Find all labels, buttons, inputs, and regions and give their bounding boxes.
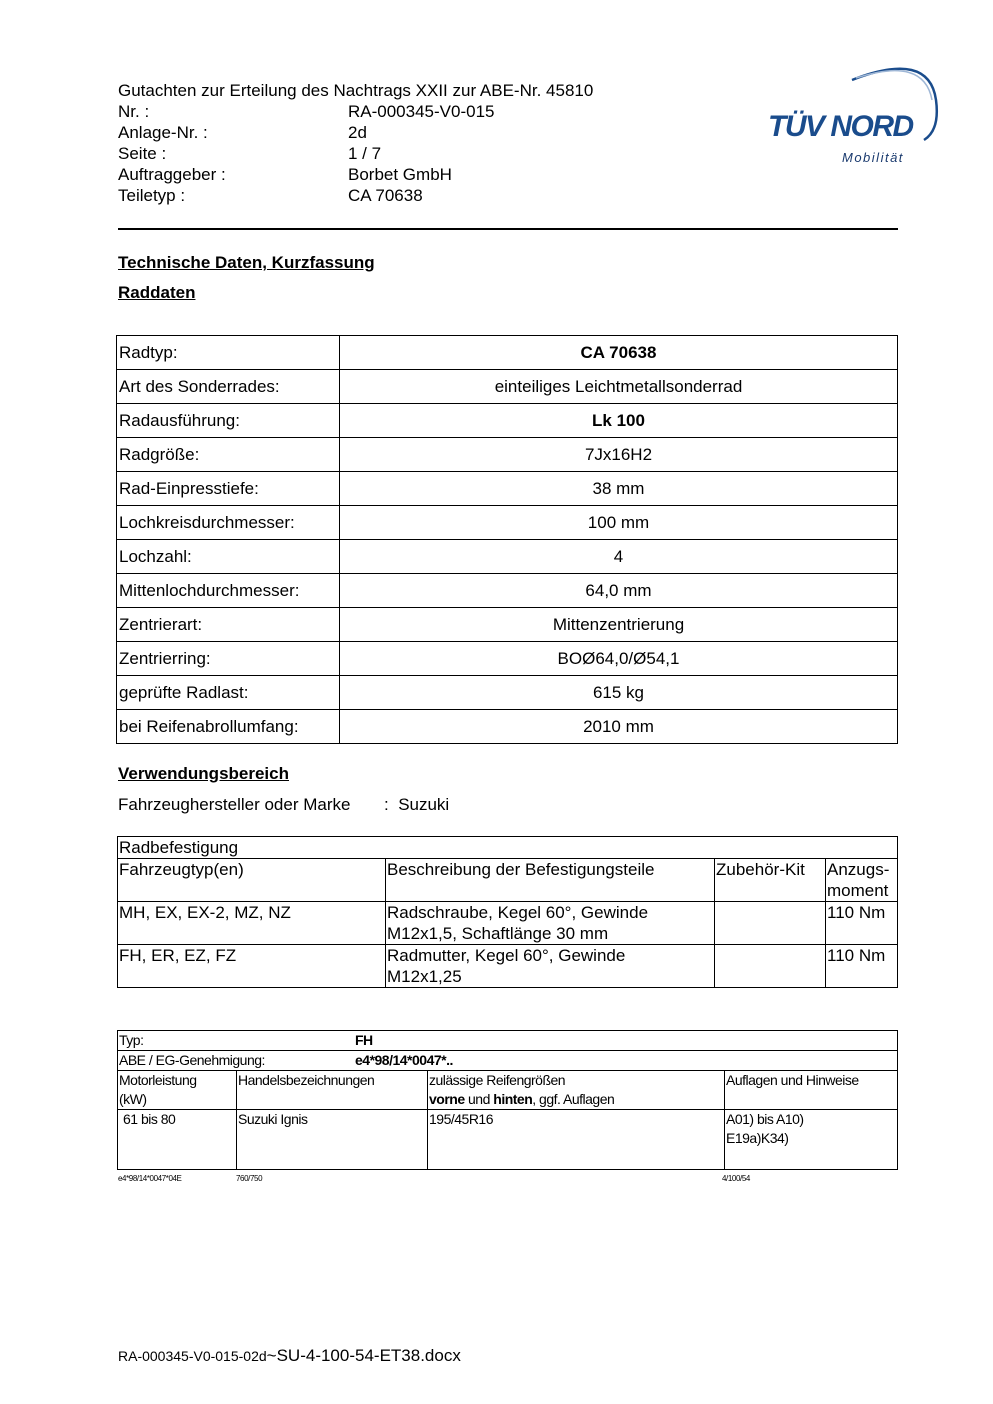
mounting-row — [118, 902, 898, 945]
wheel-data-value: 2010 mm — [340, 710, 898, 744]
wheel-data-value: 38 mm — [340, 472, 898, 506]
header-key: Teiletyp : — [118, 186, 186, 205]
mounting-torque: 110 Nm — [826, 945, 898, 988]
header-row — [118, 164, 494, 185]
file-footer — [118, 1346, 461, 1366]
footer-part2: ~SU-4-100-54-ET38.docx — [266, 1346, 461, 1365]
wheel-data-row — [117, 438, 898, 472]
wheel-data-value: 7Jx16H2 — [340, 438, 898, 472]
wheel-data-row — [117, 642, 898, 676]
logo-subtitle: Mobilität — [842, 150, 904, 165]
wheel-data-value: 4 — [340, 540, 898, 574]
wheel-data-value: 100 mm — [340, 506, 898, 540]
mounting-kit — [715, 945, 826, 988]
logo-wordmark: TÜV NORD — [768, 110, 913, 143]
mounting-title: Radbefestigung — [118, 837, 898, 859]
wheel-data-row — [117, 506, 898, 540]
header-row — [118, 143, 494, 164]
mounting-row — [118, 945, 898, 988]
wheel-data-key: Mittenlochdurchmesser: — [117, 574, 340, 608]
tuv-nord-logo — [764, 60, 944, 170]
header-key: Nr. : — [118, 102, 150, 121]
tyres-value: 195/45R16 — [428, 1110, 725, 1170]
section-title: Technische Daten, Kurzfassung — [118, 253, 375, 272]
power-header-line: (kW) — [119, 1091, 147, 1107]
wheel-data-key: bei Reifenabrollumfang: — [117, 710, 340, 744]
header-row — [118, 185, 494, 206]
footer-part1: RA-000345-V0-015-02d — [118, 1348, 267, 1364]
tyres-front: vorne — [429, 1091, 465, 1107]
tyres-header-line: zulässige Reifengrößen — [429, 1072, 566, 1088]
mounting-desc-line: Radmutter, Kegel 60°, Gewinde — [387, 946, 626, 965]
header-key: Anlage-Nr. : — [118, 123, 208, 142]
wheel-data-row — [117, 710, 898, 744]
mounting-header: Fahrzeugtyp(en) — [118, 859, 386, 902]
wheel-data-row — [117, 540, 898, 574]
wheel-data-key: Rad-Einpresstiefe: — [117, 472, 340, 506]
manufacturer-value: Suzuki — [398, 795, 450, 814]
wheel-data-value: BOØ64,0/Ø54,1 — [340, 642, 898, 676]
wheel-data-value: 64,0 mm — [340, 574, 898, 608]
wheel-data-row — [117, 676, 898, 710]
mounting-desc — [386, 902, 715, 945]
manufacturer-label: Fahrzeughersteller oder Marke — [118, 795, 351, 814]
typ-label: Typ: — [119, 1032, 144, 1048]
torque-header-line: Anzugs- — [827, 860, 890, 879]
wheel-data-row — [117, 574, 898, 608]
typ-row — [118, 1031, 898, 1051]
header-value: 1 / 7 — [348, 144, 382, 163]
mounting-header: Beschreibung der Befestigungsteile — [386, 859, 715, 902]
header-value: 2d — [348, 123, 367, 142]
header-value: CA 70638 — [348, 186, 423, 205]
wheel-data-value: einteiliges Leichtmetallsonderrad — [340, 370, 898, 404]
wheel-data-row — [117, 608, 898, 642]
manufacturer-line — [118, 795, 449, 815]
abe-label: ABE / EG-Genehmigung: — [119, 1052, 265, 1068]
wheel-data-value: Mittenzentrierung — [340, 608, 898, 642]
wheel-data-key: Zentrierring: — [117, 642, 340, 676]
wheel-data-table — [116, 335, 898, 744]
mounting-desc-line: M12x1,5, Schaftlänge 30 mm — [387, 924, 609, 943]
notes-header: Auflagen und Hinweise — [725, 1071, 898, 1110]
header-key: Seite : — [118, 144, 167, 163]
notes-line: E19a)K34) — [726, 1130, 789, 1146]
notes-value — [725, 1110, 898, 1170]
tyres-suffix: , ggf. Auflagen — [532, 1091, 615, 1107]
notes-line: A01) bis A10) — [726, 1111, 804, 1127]
names-value: Suzuki Ignis — [237, 1110, 428, 1170]
wheel-data-key: Art des Sonderrades: — [117, 370, 340, 404]
footnote-code: 4/100/54 — [722, 1174, 750, 1183]
power-value: 61 bis 80 — [118, 1110, 237, 1170]
typ-value: FH — [355, 1032, 373, 1048]
type-table — [117, 1030, 898, 1170]
wheel-data-value: 615 kg — [340, 676, 898, 710]
power-header — [118, 1071, 237, 1110]
power-header-line: Motorleistung — [119, 1072, 197, 1088]
tyres-and: und — [464, 1091, 494, 1107]
footnote-code: e4*98/14*0047*04E — [118, 1174, 182, 1183]
names-header: Handelsbezeichnungen — [237, 1071, 428, 1110]
header-row — [118, 122, 494, 143]
wheel-data-key: geprüfte Radlast: — [117, 676, 340, 710]
mounting-header — [826, 859, 898, 902]
mounting-header: Zubehör-Kit — [715, 859, 826, 902]
mounting-desc-line: M12x1,25 — [387, 967, 462, 986]
torque-header-line: moment — [827, 881, 889, 900]
footnote-code: 760/750 — [236, 1174, 263, 1183]
tyres-header-line — [429, 1090, 723, 1109]
mounting-desc-line: Radschraube, Kegel 60°, Gewinde — [387, 903, 649, 922]
wheel-data-value: Lk 100 — [340, 404, 898, 438]
wheel-data-value: CA 70638 — [340, 336, 898, 370]
wheel-data-key: Lochzahl: — [117, 540, 340, 574]
wheel-data-row — [117, 370, 898, 404]
mounting-torque: 110 Nm — [826, 902, 898, 945]
mounting-desc — [386, 945, 715, 988]
subsection-title: Raddaten — [118, 283, 196, 302]
wheel-data-key: Zentrierart: — [117, 608, 340, 642]
wheel-data-key: Radausführung: — [117, 404, 340, 438]
wheel-data-key: Lochkreisdurchmesser: — [117, 506, 340, 540]
wheel-data-row — [117, 404, 898, 438]
usage-title: Verwendungsbereich — [118, 764, 289, 783]
mounting-kit — [715, 902, 826, 945]
header-divider — [118, 228, 898, 230]
tyres-header — [428, 1071, 725, 1110]
document-title: Gutachten zur Erteilung des Nachtrags XXII zur ABE-Nr. 45810 — [118, 81, 594, 100]
torque-header — [827, 859, 896, 901]
header-row — [118, 101, 494, 122]
abe-value: e4*98/14*0047*.. — [355, 1052, 453, 1068]
wheel-data-row — [117, 472, 898, 506]
header-value: Borbet GmbH — [348, 165, 452, 184]
header-info — [118, 101, 494, 206]
mounting-types: MH, EX, EX-2, MZ, NZ — [118, 902, 386, 945]
type-row — [118, 1110, 898, 1170]
mounting-types: FH, ER, EZ, FZ — [118, 945, 386, 988]
wheel-data-key: Radgröße: — [117, 438, 340, 472]
wheel-data-row — [117, 336, 898, 370]
header-value: RA-000345-V0-015 — [348, 102, 495, 121]
manufacturer-separator: : — [384, 795, 389, 814]
header-key: Auftraggeber : — [118, 165, 226, 184]
abe-row — [118, 1051, 898, 1071]
tyres-rear: hinten — [493, 1091, 533, 1107]
mounting-table — [117, 836, 898, 988]
wheel-data-key: Radtyp: — [117, 336, 340, 370]
